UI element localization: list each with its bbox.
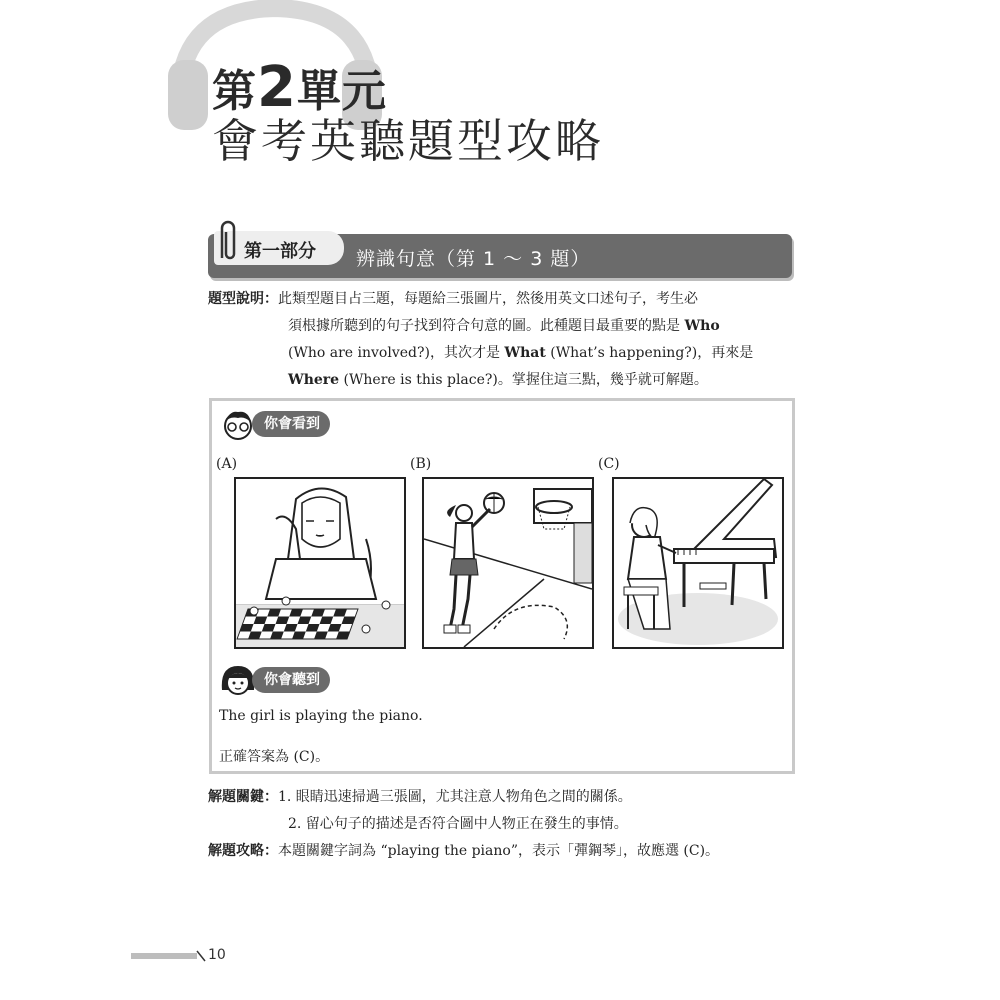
description-paragraph: 題型說明：此類型題目占三題，每題給三張圖片，然後用英文口述句子，考生必 須根據所聽到的句子找到符合句意的圖。此種題目最重要的點是 Who (Who are involved?)，其次才是 What (What’s happening?)，再來是 Where (Where is this place?)。掌握住這三點，幾乎就可解題。	[208, 291, 754, 388]
option-c-letter: (C)	[598, 456, 620, 472]
description-label: 題型說明：	[208, 291, 278, 307]
option-c-picture	[612, 477, 784, 649]
option-b-letter: (B)	[410, 456, 432, 472]
option-a-letter: (A)	[216, 456, 238, 472]
keys-label: 解題關鍵：	[208, 789, 278, 805]
piano-girl-illustration	[614, 479, 782, 647]
footer-slash	[196, 950, 206, 962]
page-number: 10	[208, 947, 226, 963]
correct-answer: 正確答案為 (C)。	[219, 749, 330, 765]
unit-title: 第2單元	[212, 55, 387, 120]
solution-keys: 解題關鍵：1. 眼睛迅速掃過三張圖，尤其注意人物角色之間的關係。 2. 留心句子的描述是否符合圖中人物正在發生的事情。 解題攻略：本題關鍵字詞為 “playing the piano”，表示「彈鋼琴」，故應選 (C)。	[208, 789, 720, 859]
unit-subtitle: 會考英聽題型攻略	[212, 114, 604, 168]
you-see-label: 你會看到	[252, 411, 330, 437]
basketball-girl-illustration	[424, 479, 592, 647]
chess-girl-illustration	[236, 479, 404, 647]
you-hear-label: 你會聽到	[252, 667, 330, 693]
option-b-picture	[422, 477, 594, 649]
strategy-label: 解題攻略：	[208, 843, 278, 859]
section-tab: 第一部分	[214, 231, 344, 265]
audio-sentence: The girl is playing the piano.	[219, 708, 423, 724]
paperclip-icon	[216, 218, 240, 266]
option-a-picture	[234, 477, 406, 649]
footer-bar	[131, 953, 197, 959]
section-title: 辨識句意（第 1 ～ 3 題）	[356, 248, 591, 270]
